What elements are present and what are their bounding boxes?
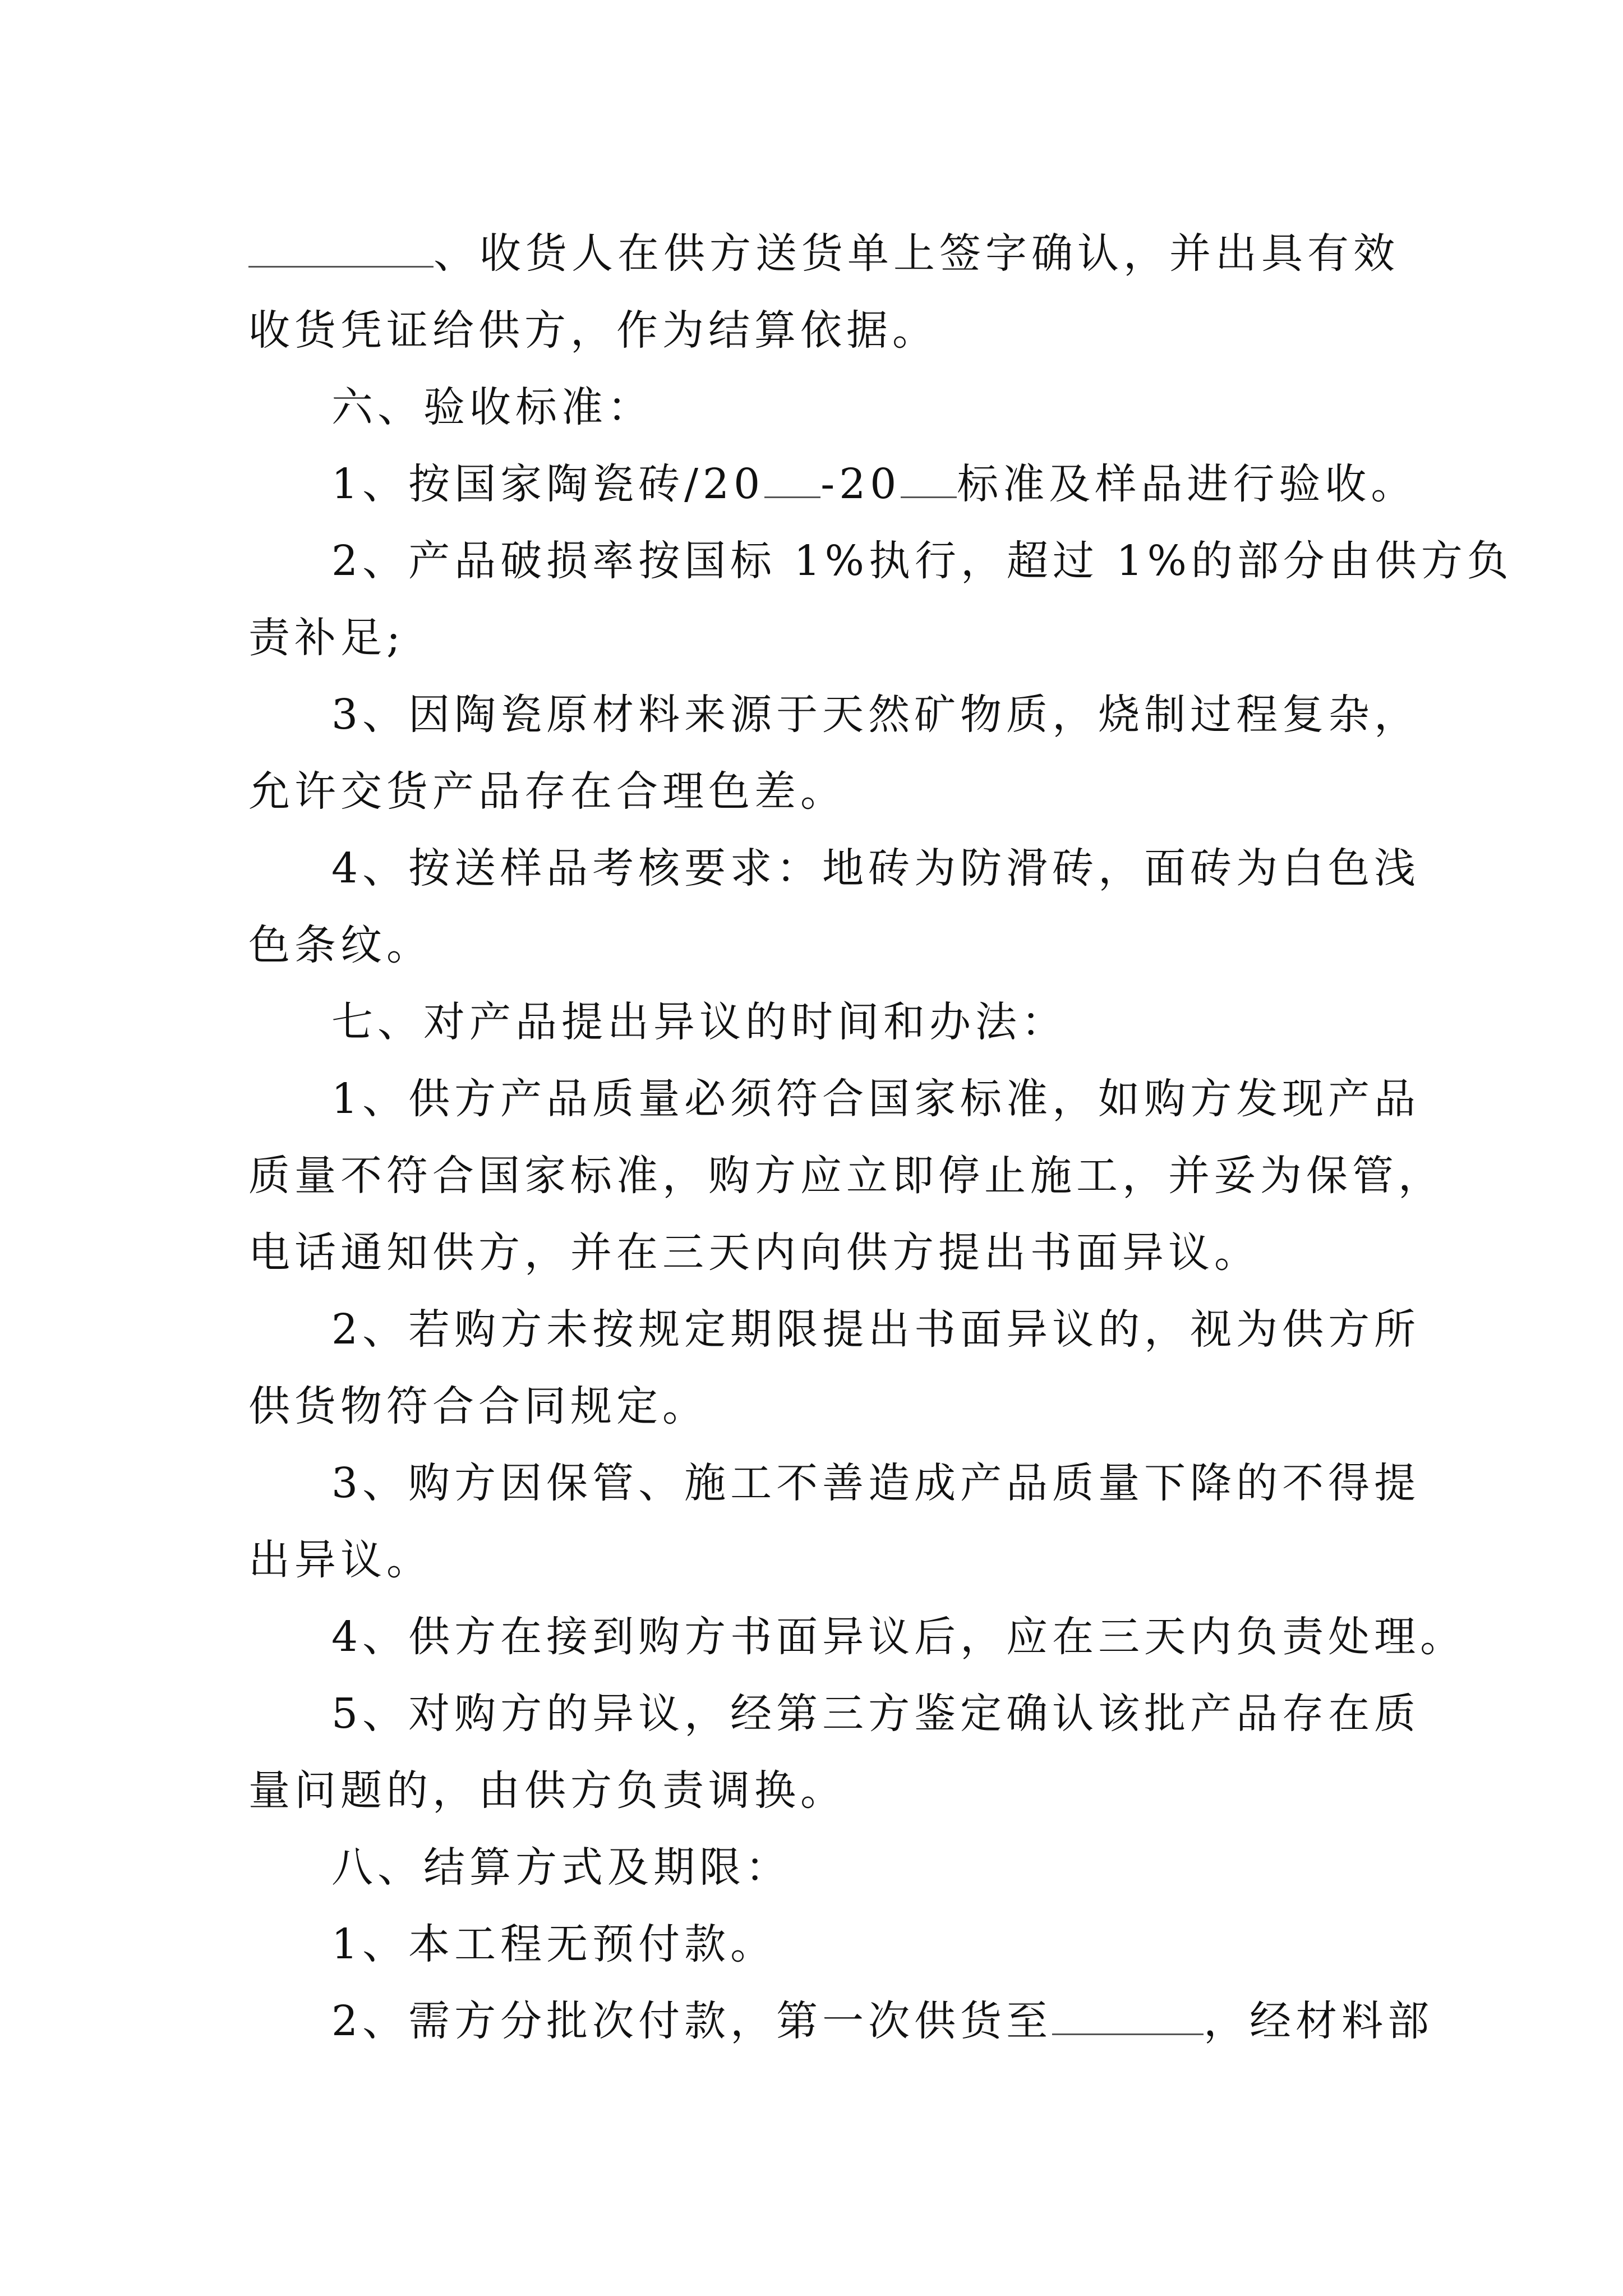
text-segment: ，经材料部 (1204, 1997, 1434, 2045)
fill-in-blank (764, 463, 820, 498)
fill-in-blank (901, 463, 957, 498)
text-line (248, 1983, 1434, 2060)
text-line: 收货凭证给供方，作为结算依据。 (248, 306, 938, 355)
section-heading: 六、验收标准： (331, 383, 653, 431)
text-line: 允许交货产品存在合理色差。 (248, 767, 846, 816)
text-line: 责补足; (248, 614, 405, 662)
text-line: 供货物符合合同规定。 (248, 1382, 708, 1430)
text-segment: 标准及样品进行验收。 (957, 460, 1417, 508)
text-segment: -20 (820, 460, 901, 508)
text-line: 4、按送样品考核要求：地砖为防滑砖，面砖为白色浅 (331, 844, 1421, 892)
text-line: 3、购方因保管、施工不善造成产品质量下降的不得提 (331, 1459, 1421, 1507)
text-line: 1、供方产品质量必须符合国家标准，如购方发现产品 (331, 1075, 1421, 1123)
text-line: 2、若购方未按规定期限提出书面异议的，视为供方所 (331, 1305, 1421, 1354)
text-segment: 1、按国家陶瓷砖/20 (331, 460, 765, 508)
section-heading: 七、对产品提出异议的时间和办法： (331, 998, 1067, 1046)
text-line: 4、供方在接到购方书面异议后，应在三天内负责处理。 (331, 1613, 1467, 1661)
text-line: 5、对购方的异议，经第三方鉴定确认该批产品存在质 (331, 1690, 1421, 1738)
text-segment: 2、需方分批次付款，第一次供货至 (331, 1997, 1053, 2045)
text-line: 质量不符合国家标准，购方应立即停止施工，并妥为保管， (248, 1152, 1444, 1200)
text-line: 2、产品破损率按国标 1%执行，超过 1%的部分由供方负 (331, 537, 1513, 585)
document-body (248, 215, 1513, 2060)
text-line: 3、因陶瓷原材料来源于天然矿物质，烧制过程复杂， (331, 691, 1421, 739)
text-line: 出异议。 (248, 1536, 432, 1584)
text-line (248, 215, 1399, 292)
fill-in-blank (248, 232, 434, 268)
section-heading: 八、结算方式及期限： (331, 1843, 791, 1892)
text-line (248, 446, 1417, 523)
text-line: 电话通知供方，并在三天内向供方提出书面异议。 (248, 1228, 1260, 1277)
fill-in-blank (1052, 2000, 1204, 2035)
text-segment: 、收货人在供方送货单上签字确认，并出具有效 (434, 229, 1399, 278)
text-line: 量问题的，由供方负责调换。 (248, 1766, 846, 1815)
text-line: 色条纹。 (248, 921, 432, 969)
text-line: 1、本工程无预付款。 (331, 1920, 777, 1968)
